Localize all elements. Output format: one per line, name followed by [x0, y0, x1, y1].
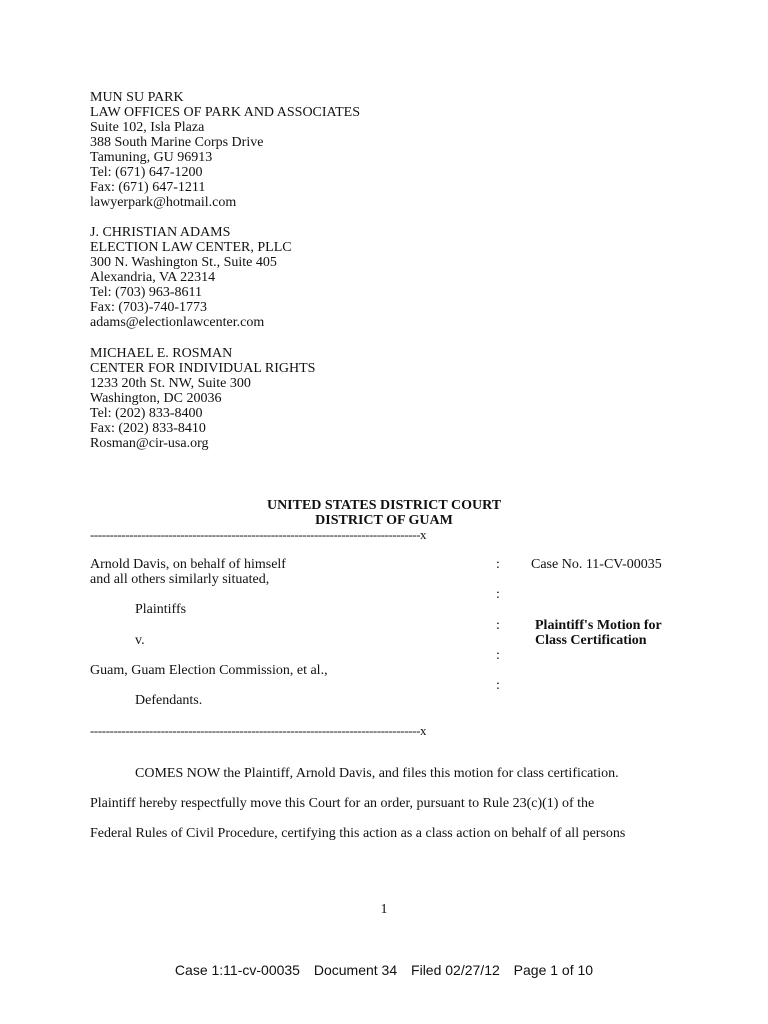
- footer-document: Document 34: [313, 962, 398, 978]
- case-number: Case No. 11-CV-00035: [531, 557, 662, 572]
- counsel-line: Tel: (202) 833-8400: [90, 406, 203, 421]
- caption-colon: :: [496, 618, 500, 633]
- page-number: 1: [380, 902, 388, 917]
- counsel-line: ELECTION LAW CENTER, PLLC: [90, 240, 292, 255]
- counsel-line: Fax: (703)-740-1773: [90, 300, 208, 315]
- footer-page: Page 1 of 10: [513, 962, 594, 978]
- counsel-line: CENTER FOR INDIVIDUAL RIGHTS: [90, 361, 316, 376]
- caption-colon: :: [496, 587, 500, 602]
- footer-filed: Filed 02/27/12: [411, 962, 500, 978]
- caption-colon: :: [496, 648, 500, 663]
- court-name: UNITED STATES DISTRICT COURT: [266, 498, 502, 513]
- counsel-line: Tel: (671) 647-1200: [90, 165, 203, 180]
- counsel-email: lawyerpark@hotmail.com: [90, 195, 237, 210]
- counsel-line: 388 South Marine Corps Drive: [90, 135, 264, 150]
- caption-rule-top: ------------------------------------------------------------------------------------x: [90, 528, 427, 542]
- counsel-email: Rosman@cir-usa.org: [90, 436, 209, 451]
- counsel-line: Alexandria, VA 22314: [90, 270, 216, 285]
- counsel-line: MUN SU PARK: [90, 90, 184, 105]
- document-title-line1: Plaintiff's Motion for: [535, 618, 662, 633]
- counsel-line: Fax: (671) 647-1211: [90, 180, 206, 195]
- counsel-line: 1233 20th St. NW, Suite 300: [90, 376, 251, 391]
- counsel-block-park: [90, 90, 360, 210]
- caption-colon: :: [496, 678, 500, 693]
- defendant-name: Guam, Guam Election Commission, et al.,: [90, 663, 328, 678]
- caption-rule-bottom: ------------------------------------------------------------------------------------x: [90, 724, 427, 738]
- body-line-3: Federal Rules of Civil Procedure, certifying this action as a class action on behalf of all persons: [90, 826, 626, 841]
- counsel-block-adams: [90, 225, 292, 330]
- defendants-label: Defendants.: [135, 693, 203, 708]
- plaintiff-class: and all others similarly situated,: [90, 572, 270, 587]
- document-title-line2: Class Certification: [535, 633, 647, 648]
- counsel-line: LAW OFFICES OF PARK AND ASSOCIATES: [90, 105, 361, 120]
- counsel-line: Tamuning, GU 96913: [90, 150, 213, 165]
- counsel-line: J. CHRISTIAN ADAMS: [90, 225, 231, 240]
- counsel-line: Fax: (202) 833-8410: [90, 421, 206, 436]
- body-line-1: COMES NOW the Plaintiff, Arnold Davis, and files this motion for class certification.: [135, 766, 619, 781]
- footer-case: Case 1:11-cv-00035: [174, 962, 300, 978]
- plaintiff-name: Arnold Davis, on behalf of himself: [90, 557, 286, 572]
- court-district: DISTRICT OF GUAM: [315, 513, 453, 528]
- counsel-block-rosman: [90, 346, 315, 451]
- body-line-2: Plaintiff hereby respectfully move this Court for an order, pursuant to Rule 23(c)(1) of the: [90, 796, 595, 811]
- counsel-line: Tel: (703) 963-8611: [90, 285, 203, 300]
- ecf-footer: [0, 962, 768, 978]
- caption-colon: :: [496, 557, 500, 572]
- counsel-line: Suite 102, Isla Plaza: [90, 120, 205, 135]
- counsel-line: Washington, DC 20036: [90, 391, 222, 406]
- versus-label: v.: [135, 633, 145, 648]
- plaintiffs-label: Plaintiffs: [135, 602, 187, 617]
- counsel-email: adams@electionlawcenter.com: [90, 315, 265, 330]
- counsel-line: 300 N. Washington St., Suite 405: [90, 255, 277, 270]
- counsel-line: MICHAEL E. ROSMAN: [90, 346, 233, 361]
